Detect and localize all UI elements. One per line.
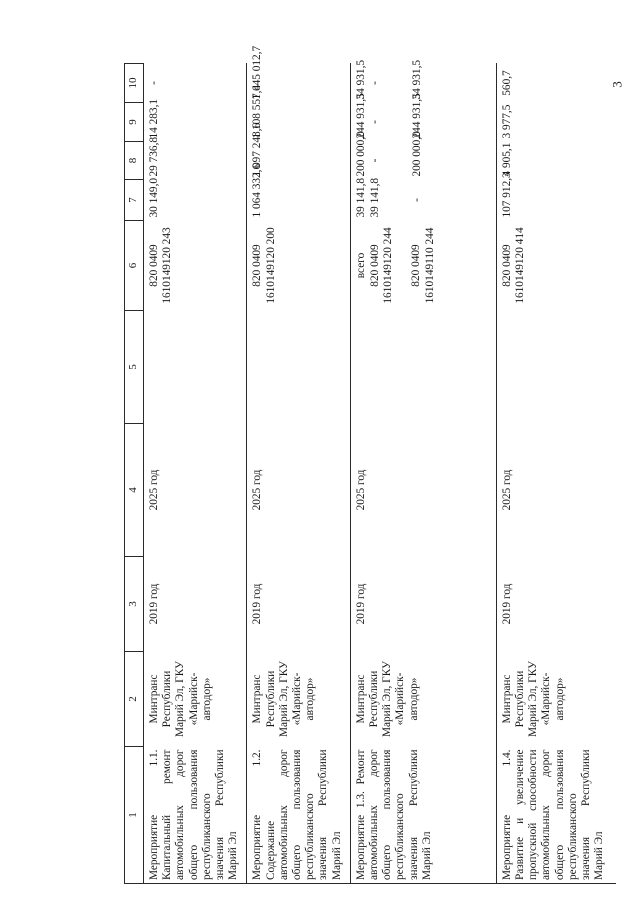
value-2021: 14 283,1 (148, 98, 160, 139)
event-name: Мероприятие 1.4. Развитие и увеличение пропускной способности автомобильных дорог общего пользования республиканского значения Республики Марий Эл (496, 747, 616, 884)
budget-code: всего (354, 252, 367, 279)
value-2019-stack (350, 177, 496, 221)
col-header-6: 6 (125, 221, 144, 311)
start-year: 2019 год (350, 557, 496, 652)
col5-value (496, 311, 616, 424)
budget-code: 820 0409 1610149120 414 (496, 221, 616, 311)
budget-code: 820 0409 1610149120 244 (369, 227, 395, 304)
value-2021: 1 108 557,4 (247, 103, 350, 142)
value-2021: 3 977,5 (496, 103, 616, 142)
col-header-2: 2 (125, 652, 144, 747)
end-year: 2025 год (496, 424, 616, 557)
table-row (247, 64, 350, 884)
table-row (496, 64, 616, 884)
value-2022: 34 931,5 (411, 59, 424, 100)
value-2019: 39 141,8 (354, 177, 367, 218)
budget-code: 820 0409 1610149120 243 (148, 227, 174, 304)
col-header-1: 1 (125, 747, 144, 884)
budget-code: 820 0409 1610149120 200 (247, 221, 350, 311)
program-table (124, 45, 616, 884)
value-2020-stack (350, 131, 496, 180)
col5-value (247, 311, 350, 424)
col-header-9: 9 (125, 103, 144, 142)
budget-code-stack (350, 221, 496, 311)
column-number-row (125, 64, 144, 884)
end-year: 2025 год (350, 424, 496, 557)
value-2022-stack (350, 59, 496, 103)
value-2021: 244 931,5 (411, 93, 424, 139)
col5-value (144, 311, 247, 424)
executor: Минтранс Республики Марий Эл, ГКУ «Марийск-автодор» (247, 652, 350, 747)
end-year: 2025 год (148, 469, 160, 511)
value-2019: 30 149,0 (148, 177, 160, 218)
value-2019: 1 064 332,6 (247, 180, 350, 221)
start-year: 2019 год (496, 557, 616, 652)
value-2020: 4 905,1 (496, 142, 616, 180)
page-number: 3 (609, 81, 625, 88)
value-2021-stack (350, 93, 496, 142)
value-2020: 1 097 248,6 (247, 142, 350, 180)
value-2022: 1 645 012,7 (247, 64, 350, 103)
value-2021: 244 931,5 (354, 93, 367, 139)
value-2019: 107 912,3 (496, 180, 616, 221)
col5-value (350, 311, 496, 424)
value-2019: 39 141,8 (369, 177, 382, 218)
value-2020: 200 000,0 (354, 131, 367, 177)
executor: Минтранс Республики Марий Эл, ГКУ «Марийск-автодор» (350, 652, 496, 747)
col-header-5: 5 (125, 311, 144, 424)
table-row (350, 64, 496, 884)
rotated-table-container (124, 45, 616, 884)
value-2022: - (369, 81, 382, 85)
table-row (144, 64, 247, 884)
executor: Минтранс Республики Марий Эл, ГКУ «Марийск-автодор» (496, 652, 616, 747)
end-year: 2025 год (247, 424, 350, 557)
event-name: Мероприятие 1.3. Ремонт автомобильных дорог общего пользования республиканского значения Республики Марий Эл (350, 747, 496, 884)
col-header-3: 3 (125, 557, 144, 652)
value-2020: 29 736,8 (148, 136, 160, 177)
col-header-7: 7 (125, 180, 144, 221)
col-header-8: 8 (125, 142, 144, 180)
event-name: Мероприятие 1.1. Капитальный ремонт автомобильных дорог общего пользования республиканского значения Республики Марий Эл (144, 747, 247, 884)
value-2021: - (369, 120, 382, 124)
col-header-10: 10 (125, 64, 144, 103)
col-header-4: 4 (125, 424, 144, 557)
value-2022: 34 931,5 (354, 59, 367, 100)
budget-code: 820 0409 1610149110 244 (410, 227, 436, 304)
value-2022: - (148, 81, 160, 85)
event-name: Мероприятие 1.2. Содержание автомобильных дорог общего пользования республиканского значения Республики Марий Эл (247, 747, 350, 884)
value-2019: - (411, 198, 424, 202)
value-2020: - (369, 158, 382, 163)
value-2022: 560,7 (496, 64, 616, 103)
start-year: 2019 год (247, 557, 350, 652)
start-year: 2019 год (148, 583, 160, 625)
value-2020: 200 000,0 (411, 131, 424, 177)
executor: Минтранс Республики Марий Эл, ГКУ «Марийск-автодор» (148, 660, 213, 738)
